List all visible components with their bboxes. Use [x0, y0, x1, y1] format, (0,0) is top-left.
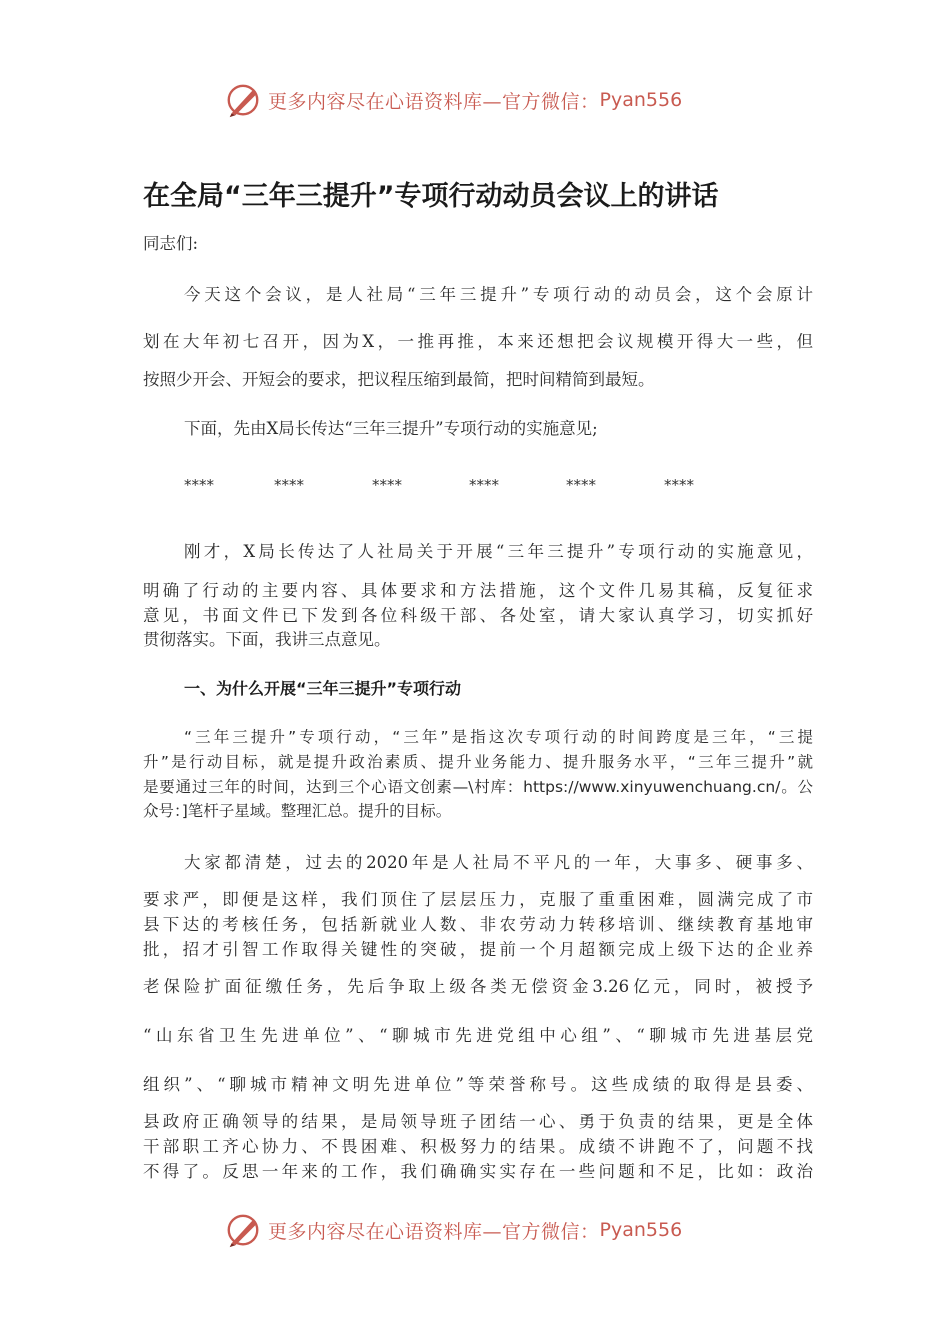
paragraph-5-line: 县政府正确领导的结果，是局领导班子团结一心、勇于负责的结果，更是全体	[143, 1112, 813, 1131]
paragraph-3-line: 刚才，X局长传达了人社局关于开展“三年三提升”专项行动的实施意见，	[184, 542, 813, 561]
paragraph-1-line: 按照少开会、开短会的要求，把议程压缩到最简，把时间精简到最短。	[143, 370, 655, 389]
paragraph-5-line: 要求严，即便是这样，我们顶住了层层压力，克服了重重困难，圆满完成了市	[143, 890, 813, 909]
separator-stars: ****	[566, 476, 596, 494]
paragraph-5-line: “山东省卫生先进单位”、“聊城市先进党组中心组”、“聊城市先进基层党	[143, 1026, 813, 1045]
paragraph-1-line: 划在大年初七召开，因为X，一推再推，本来还想把会议规模开得大一些，但	[143, 332, 813, 351]
paragraph-3-line: 贯彻落实。下面，我讲三点意见。	[143, 630, 391, 649]
paragraph-4-line: 升”是行动目标，就是提升政治素质、提升业务能力、提升服务水平，“三年三提升”就	[143, 753, 813, 771]
paragraph-4-line: “三年三提升”专项行动，“三年”是指这次专项行动的时间跨度是三年，“三提	[184, 728, 813, 746]
watermark-wechat-id: Pyan556	[599, 89, 683, 111]
paragraph-5-line: 不得了。反思一年来的工作，我们确确实实存在一些问题和不足，比如：政治	[143, 1162, 813, 1181]
separator-stars: ****	[469, 476, 499, 494]
watermark-text: 更多内容尽在心语资料库—官方微信：	[268, 90, 600, 113]
paragraph-4-line: 众号：]笔杆子星域。整理汇总。提升的目标。	[143, 802, 452, 820]
paragraph-3-line: 意见，书面文件已下发到各位科级干部、各处室，请大家认真学习，切实抓好	[143, 606, 813, 625]
document-title: 在全局“三年三提升”专项行动动员会议上的讲话	[143, 181, 719, 212]
watermark-text: 更多内容尽在心语资料库—官方微信：	[268, 1220, 600, 1243]
pen-logo-icon	[224, 1211, 262, 1249]
separator-stars: ****	[274, 476, 304, 494]
separator-stars: ****	[664, 476, 694, 494]
paragraph-5-line: 大家都清楚，过去的2020年是人社局不平凡的一年，大事多、硬事多、	[184, 853, 813, 872]
watermark-wechat-id: Pyan556	[599, 1219, 683, 1241]
footer-watermark	[224, 1210, 744, 1250]
salutation: 同志们:	[143, 234, 199, 253]
paragraph-5-line: 干部职工齐心协力、不畏困难、积极努力的结果。成绩不讲跑不了，问题不找	[143, 1137, 813, 1156]
pen-logo-icon	[224, 81, 262, 119]
paragraph-5-line: 老保险扩面征缴任务，先后争取上级各类无偿资金3.26亿元，同时，被授予	[143, 977, 813, 996]
paragraph-5-line: 县下达的考核任务，包括新就业人数、非农劳动力转移培训、继续教育基地审	[143, 915, 813, 934]
paragraph-2-line: 下面，先由X局长传达“三年三提升”专项行动的实施意见;	[184, 419, 598, 438]
separator-stars: ****	[184, 476, 214, 494]
section-heading-1: 一、为什么开展“三年三提升”专项行动	[184, 679, 462, 698]
paragraph-3-line: 明确了行动的主要内容、具体要求和方法措施，这个文件几易其稿，反复征求	[143, 581, 813, 600]
paragraph-4-line: 是要通过三年的时间，达到三个心语文创素—\村库：https://www.xinyuwenchuang.cn/。公	[143, 778, 813, 796]
separator-stars: ****	[372, 476, 402, 494]
paragraph-5-line: 批，招才引智工作取得关键性的突破，提前一个月超额完成上级下达的企业养	[143, 940, 813, 959]
header-watermark	[224, 80, 744, 120]
paragraph-5-line: 组织”、“聊城市精神文明先进单位”等荣誉称号。这些成绩的取得是县委、	[143, 1075, 813, 1094]
paragraph-1-line: 今天这个会议，是人社局“三年三提升”专项行动的动员会，这个会原计	[184, 285, 813, 304]
